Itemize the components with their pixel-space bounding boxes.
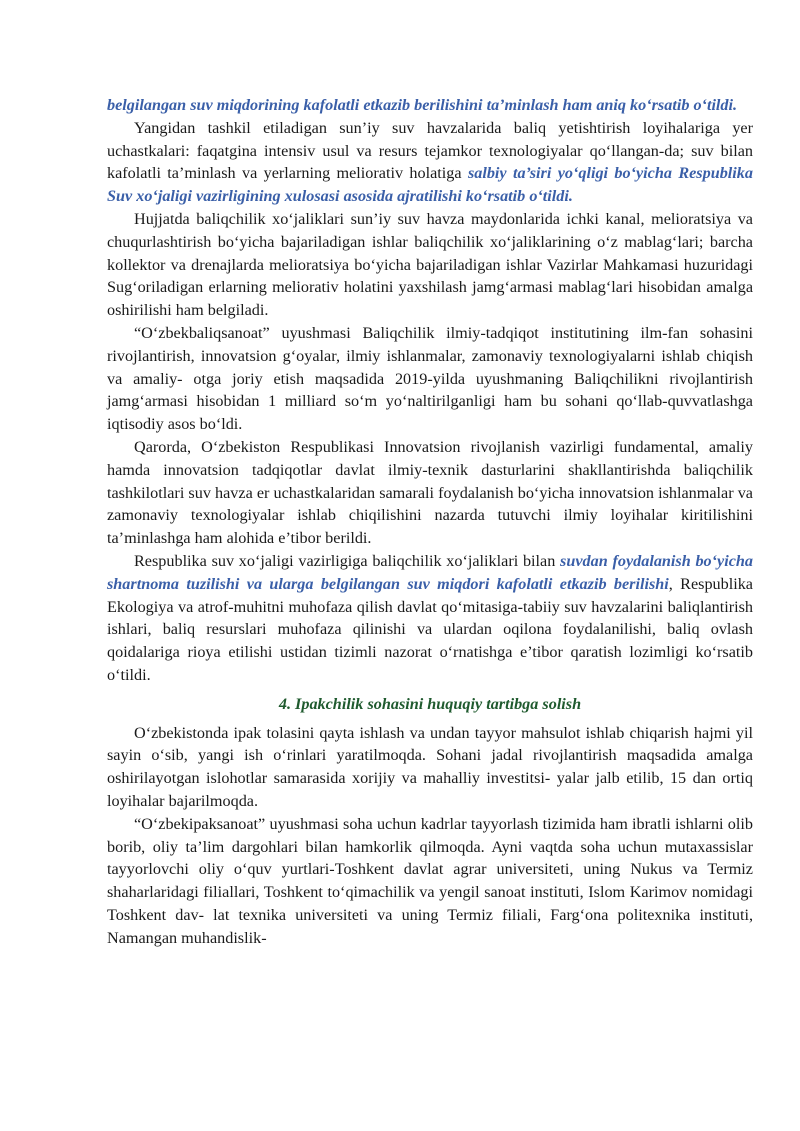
paragraph-text: Qarorda, O‘zbekiston Respublikasi Innovatsion rivojlanish vazirligi fundamental, amaliy hamda innovatsion tadqiqotlar davlat ilmiy-texnik dasturlarini shakllantirishda baliqchilik tashkilotlari suv havza er uchastkalaridan samarali foydalanish bo‘yicha innovatsion ishlanmalar va zamonaviy texnologiyalar ishlab chiqilishini nazarda tutuvchi ilmiy loyihalar kiritilishini ta’minlashga ham alohida e’tibor berildi. xyxy=(107,437,753,548)
paragraph-text: Yangidan tashkil etiladigan sun’iy suv havzalarida baliq yetishtirish loyihalariga yer uchastkalari: faqatgina intensiv usul va resurs tejamkor texnologiyalar qo‘llangan-da; suv bilan kafolatli ta’minlash va yerlarning meliorativ holatiga xyxy=(107,118,753,183)
paragraph-text: Hujjatda baliqchilik xo‘jaliklari sun’iy suv havza maydonlarida ichki kanal, melioratsiya va chuqurlashtirish bo‘yicha bajariladigan ishlar baliqchilik xo‘jaliklarining o‘z mablag‘lari; barcha kollektor va drenajlarda melioratsiya bo‘yicha bajariladigan ishlar Vazirlar Mahkamasi huzuridagi Sug‘oriladigan erlarning meliorativ holatini yaxshilash jamg‘armasi mablag‘lari hisobidan amalga oshirilishi ham belgiladi. xyxy=(107,209,753,320)
paragraphs-after-heading xyxy=(107,722,753,950)
paragraph xyxy=(107,550,753,687)
paragraph xyxy=(107,322,753,436)
document-body xyxy=(107,94,753,949)
paragraph-text: , Respublika Ekologiya va atrof-muhitni muhofaza qilish davlat qo‘mitasiga-tabiiy suv havzalarini baliqlantirish ishlari, baliq resurslari muhofaza qilinishi va ulardan oqilona foydalanilishi, baliq ovlash qoidalariga rioya etilishi ustidan tizimli nazorat o‘rnatishga e’tibor qaratish lozimligi ko‘rsatib o‘tildi. xyxy=(107,574,753,684)
highlighted-text: belgilangan suv miqdorining kafolatli etkazib berilishini ta’minlash ham aniq ko‘rsatib o‘tildi. xyxy=(107,96,738,114)
paragraphs-before-heading xyxy=(107,94,753,687)
paragraph xyxy=(107,436,753,550)
section-heading: 4. Ipakchilik sohasini huquqiy tartibga solish xyxy=(278,694,582,713)
paragraph-text: O‘zbekistonda ipak tolasini qayta ishlash va undan tayyor mahsulot ishlab chiqarish hajmi yil sayin o‘sib, yangi ish o‘rinlari yaratilmoqda. Sohani jadal rivojlantirish maqsadida amalga oshirilayotgan islohotlar samarasida xorijiy va mahalliy investitsi- yalar jalb etilib, 15 dan ortiq loyihalar bajarilmoqda. xyxy=(107,723,753,810)
paragraph-text: Respublika suv xo‘jaligi vazirligiga baliqchilik xo‘jaliklari bilan xyxy=(134,551,561,570)
paragraph xyxy=(107,722,753,813)
highlighted-text: salbiy ta’siri yo‘qligi bo‘yicha Respublika Suv xo‘jaligi vazirligining xulosasi asosida ajratilishi ko‘rsatib o‘tildi. xyxy=(107,164,753,206)
paragraph-text: “O‘zbekbaliqsanoat” uyushmasi Baliqchilik ilmiy-tadqiqot institutining ilm-fan sohasini rivojlantirish, innovatsion g‘oyalar, ilmiy ishlanmalar, zamonaviy texnologiyalarni ishlab chiqish va amaliy- otga joriy etish maqsadida 2019-yilda uyushmaning Baliqchilikni rivojlantirish jamg‘armasi hisobidan 1 milliard so‘m yo‘naltirilganligi ham bu sohani qo‘llab-quvvatlashga iqtisodiy asos bo‘ldi. xyxy=(107,323,753,434)
paragraph xyxy=(107,813,753,950)
paragraph xyxy=(107,208,753,322)
paragraph xyxy=(107,117,753,208)
paragraph xyxy=(107,94,753,117)
paragraph-text: “O‘zbekipaksanoat” uyushmasi soha uchun kadrlar tayyorlash tizimida ham ibratli ishlarni olib borib, oliy ta’lim dargohlari bilan hamkorlik qilmoqda. Ayni vaqtda soha uchun mutaxassislar tayyorlovchi oliy o‘quv yurtlari-Toshkent davlat agrar universiteti, uning Nukus va Termiz shaharlaridagi filiallari, Toshkent to‘qimachilik va yengil sanoat instituti, Islom Karimov nomidagi Toshkent dav- lat texnika universiteti va uning Termiz filiali, Farg‘ona politexnika instituti, Namangan muhandislik- xyxy=(107,814,753,947)
highlighted-text: suvdan foydalanish bo‘yicha shartnoma tuzilishi va ularga belgilangan suv miqdori kafolatli etkazib berilishi xyxy=(107,551,753,593)
